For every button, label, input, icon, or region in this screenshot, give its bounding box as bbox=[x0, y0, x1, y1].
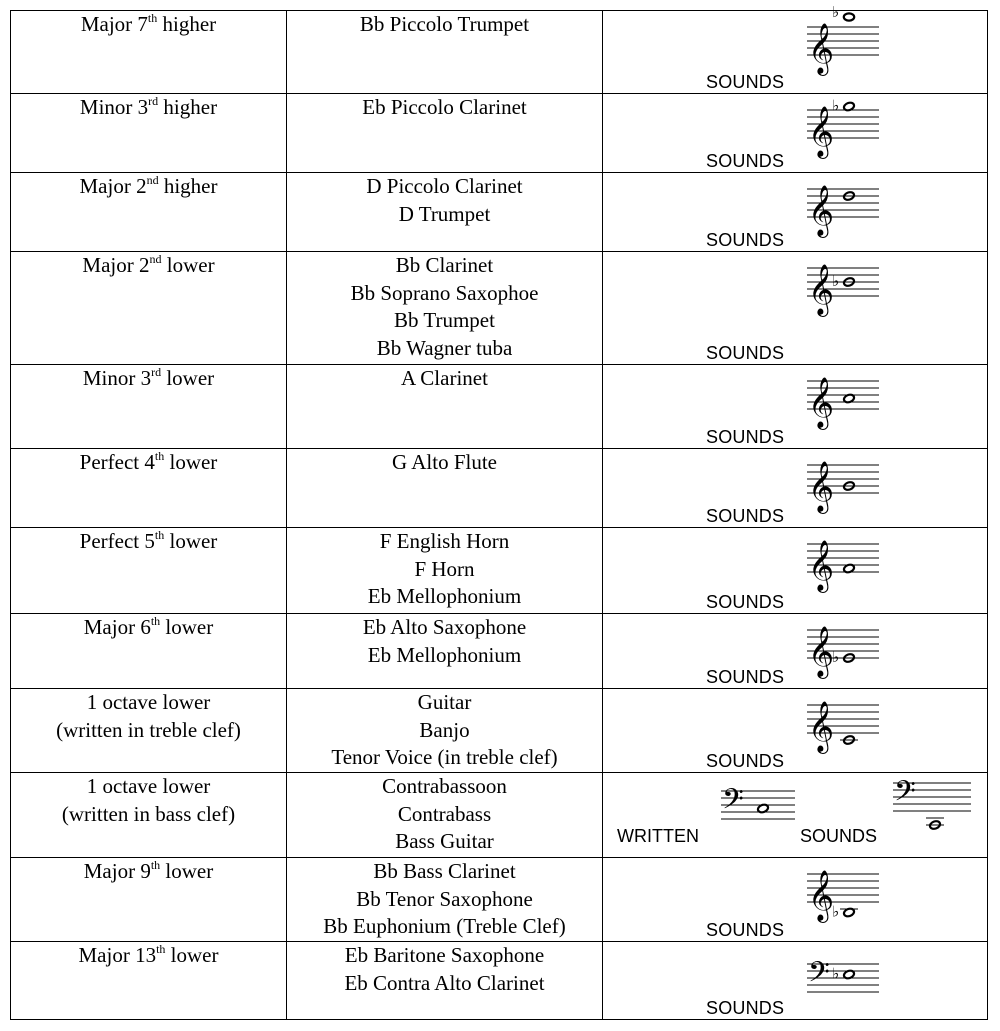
interval-cell bbox=[11, 528, 287, 614]
instrument-name: Eb Mellophonium bbox=[367, 584, 522, 608]
interval-direction: lower bbox=[165, 859, 214, 883]
interval-label bbox=[11, 94, 286, 122]
interval-direction: lower bbox=[169, 529, 218, 553]
instrument-name: Bb Soprano Saxophoe bbox=[350, 280, 539, 305]
sounds-staff bbox=[807, 864, 907, 934]
interval-label bbox=[11, 365, 286, 393]
sounds-label: SOUNDS bbox=[706, 427, 785, 447]
sounds-label: SOUNDS bbox=[800, 826, 878, 846]
treble-clef-icon: 𝄞 bbox=[808, 701, 835, 752]
interval-label bbox=[11, 528, 286, 556]
table-row bbox=[11, 528, 988, 614]
instruments-cell bbox=[287, 11, 603, 94]
interval-number: Perfect 5 bbox=[79, 529, 155, 553]
interval-label bbox=[11, 449, 286, 477]
instrument-name: Bb Bass Clarinet bbox=[373, 859, 516, 883]
interval-number: Major 9 bbox=[83, 859, 151, 883]
treble-clef-icon: 𝄞 bbox=[808, 185, 835, 236]
instruments-cell bbox=[287, 528, 603, 614]
notation-cell bbox=[603, 614, 988, 689]
treble-clef-icon: 𝄞 bbox=[808, 377, 835, 428]
instruments-cell bbox=[287, 365, 603, 449]
notation-cell bbox=[603, 3, 988, 94]
instrument-name: Contrabassoon bbox=[382, 774, 507, 798]
interval-cell bbox=[11, 689, 287, 773]
sounds-label: SOUNDS bbox=[706, 920, 785, 940]
interval-cell bbox=[11, 773, 287, 858]
sounds-staff bbox=[893, 773, 983, 843]
transposition-table bbox=[10, 3, 988, 1020]
sounds-label: SOUNDS bbox=[706, 592, 785, 612]
table-row bbox=[11, 365, 988, 449]
interval-cell bbox=[11, 365, 287, 449]
interval-direction: lower bbox=[165, 615, 214, 639]
interval-direction: higher bbox=[163, 174, 218, 198]
notation-cell bbox=[603, 773, 988, 858]
interval-ordinal: th bbox=[150, 858, 161, 872]
instruments-cell bbox=[287, 858, 603, 942]
instrument-name: Banjo bbox=[419, 717, 470, 742]
flat-icon: ♭ bbox=[832, 648, 840, 666]
instruments-cell bbox=[287, 773, 603, 858]
bass-clef-icon: 𝄢 bbox=[722, 783, 744, 823]
treble-clef-icon: 𝄞 bbox=[808, 540, 835, 591]
table-row bbox=[11, 858, 988, 942]
instrument-name: D Trumpet bbox=[398, 201, 491, 226]
interval-direction: lower bbox=[166, 366, 215, 390]
interval-cell bbox=[11, 11, 287, 94]
interval-direction: higher bbox=[162, 12, 217, 36]
treble-clef-icon: 𝄞 bbox=[808, 461, 835, 512]
interval-label bbox=[11, 614, 286, 642]
instruments-cell bbox=[287, 94, 603, 173]
interval-number: Minor 3 bbox=[82, 366, 152, 390]
interval-ordinal: rd bbox=[151, 365, 162, 379]
instruments-cell bbox=[287, 173, 603, 252]
interval-label bbox=[11, 689, 286, 717]
interval-direction: higher bbox=[163, 95, 218, 119]
flat-icon: ♭ bbox=[832, 272, 840, 290]
instrument-name: Bb Piccolo Trumpet bbox=[359, 12, 530, 36]
written-label: WRITTEN bbox=[617, 826, 699, 846]
interval-cell bbox=[11, 614, 287, 689]
interval-ordinal: th bbox=[154, 528, 165, 542]
interval-number: Major 13 bbox=[78, 943, 157, 967]
bass-clef-icon: 𝄢 bbox=[894, 775, 916, 815]
flat-icon: ♭ bbox=[832, 3, 840, 21]
instrument-name: Eb Alto Saxophone bbox=[362, 615, 527, 639]
instrument-name: F Horn bbox=[414, 556, 475, 581]
sounds-staff bbox=[807, 455, 907, 525]
instruments-cell bbox=[287, 449, 603, 528]
instruments-cell bbox=[287, 252, 603, 365]
flat-icon: ♭ bbox=[832, 902, 840, 921]
interval-ordinal: th bbox=[150, 614, 161, 628]
interval-ordinal: th bbox=[147, 11, 158, 25]
instrument-name: Bb Trumpet bbox=[394, 308, 495, 332]
notation-cell bbox=[603, 858, 988, 942]
interval-number: 1 octave lower bbox=[86, 690, 211, 714]
table-row bbox=[11, 252, 988, 365]
table-row bbox=[11, 94, 988, 173]
interval-label bbox=[11, 858, 286, 886]
interval-label bbox=[11, 11, 286, 39]
sounds-staff bbox=[807, 954, 907, 1024]
interval-label bbox=[11, 252, 286, 280]
notation-cell bbox=[603, 252, 988, 365]
instrument-name: Eb Contra Alto Clarinet bbox=[344, 970, 545, 995]
interval-cell bbox=[11, 173, 287, 252]
instrument-name: Eb Piccolo Clarinet bbox=[362, 95, 527, 119]
interval-number: 1 octave lower bbox=[86, 774, 211, 798]
interval-label bbox=[11, 773, 286, 801]
treble-clef-icon: 𝄞 bbox=[808, 626, 835, 677]
sounds-staff bbox=[807, 695, 907, 765]
instrument-name: Guitar bbox=[417, 690, 472, 714]
table-row bbox=[11, 773, 988, 858]
instrument-name: Eb Mellophonium bbox=[367, 642, 522, 667]
sounds-label: SOUNDS bbox=[706, 230, 785, 250]
sounds-label: SOUNDS bbox=[706, 151, 785, 171]
notation-cell bbox=[603, 173, 988, 252]
interval-label bbox=[11, 942, 286, 970]
interval-number: Perfect 4 bbox=[79, 450, 155, 474]
notation-cell bbox=[603, 689, 988, 773]
sounds-staff bbox=[807, 534, 907, 604]
sounds-label: SOUNDS bbox=[706, 343, 785, 363]
interval-cell bbox=[11, 94, 287, 173]
instrument-name: Bb Tenor Saxophone bbox=[356, 886, 533, 911]
instruments-cell bbox=[287, 942, 603, 1020]
table-row bbox=[11, 689, 988, 773]
interval-cell bbox=[11, 449, 287, 528]
treble-clef-icon: 𝄞 bbox=[808, 23, 835, 74]
interval-ordinal: rd bbox=[148, 94, 159, 108]
sounds-staff bbox=[807, 3, 907, 87]
transposition-table-body bbox=[11, 3, 988, 1020]
interval-label bbox=[11, 173, 286, 201]
interval-ordinal: th bbox=[156, 942, 166, 956]
interval-direction: lower bbox=[170, 943, 219, 967]
treble-clef-icon: 𝄞 bbox=[808, 106, 835, 157]
table-row bbox=[11, 11, 988, 94]
treble-clef-icon: 𝄞 bbox=[808, 870, 835, 921]
instrument-name: Bb Wagner tuba bbox=[376, 335, 513, 360]
table-row bbox=[11, 614, 988, 689]
interval-ordinal: nd bbox=[146, 173, 159, 187]
interval-cell bbox=[11, 858, 287, 942]
instrument-name: Bb Clarinet bbox=[395, 253, 494, 277]
interval-number: Major 2 bbox=[79, 174, 147, 198]
table-row bbox=[11, 942, 988, 1020]
interval-number: Major 7 bbox=[80, 12, 148, 36]
clef-note: (written in treble clef) bbox=[56, 717, 241, 742]
written-staff bbox=[721, 781, 811, 841]
table-row bbox=[11, 173, 988, 252]
notation-cell bbox=[603, 528, 988, 614]
interval-ordinal: th bbox=[154, 449, 165, 463]
interval-number: Major 2 bbox=[82, 253, 150, 277]
sounds-staff bbox=[807, 179, 907, 249]
sounds-label: SOUNDS bbox=[706, 998, 785, 1018]
instrument-name: F English Horn bbox=[379, 529, 510, 553]
sounds-staff bbox=[807, 96, 907, 170]
bass-clef-icon: 𝄢 bbox=[808, 956, 830, 996]
interval-cell bbox=[11, 252, 287, 365]
instrument-name: Eb Baritone Saxophone bbox=[344, 943, 545, 967]
interval-number: Minor 3 bbox=[79, 95, 149, 119]
flat-icon: ♭ bbox=[832, 964, 840, 983]
table-row bbox=[11, 449, 988, 528]
notation-cell bbox=[603, 449, 988, 528]
sounds-label: SOUNDS bbox=[706, 506, 785, 526]
instrument-name: Bb Euphonium (Treble Clef) bbox=[323, 914, 566, 938]
interval-cell bbox=[11, 942, 287, 1020]
interval-number: Major 6 bbox=[83, 615, 151, 639]
instruments-cell bbox=[287, 689, 603, 773]
flat-icon: ♭ bbox=[832, 96, 840, 115]
sounds-staff bbox=[807, 371, 907, 441]
notation-cell bbox=[603, 365, 988, 449]
notation-cell bbox=[603, 942, 988, 1020]
interval-ordinal: nd bbox=[149, 252, 162, 266]
treble-clef-icon: 𝄞 bbox=[808, 264, 835, 315]
instrument-name: Contrabass bbox=[397, 801, 492, 826]
notation-cell bbox=[603, 94, 988, 173]
sounds-label: SOUNDS bbox=[706, 667, 785, 687]
sounds-label: SOUNDS bbox=[706, 751, 785, 771]
instrument-name: Bass Guitar bbox=[395, 829, 494, 853]
interval-direction: lower bbox=[169, 450, 218, 474]
instrument-name: A Clarinet bbox=[401, 366, 488, 390]
clef-note: (written in bass clef) bbox=[61, 801, 236, 826]
whole-note bbox=[844, 13, 854, 20]
sounds-label: SOUNDS bbox=[706, 72, 785, 92]
instrument-name: G Alto Flute bbox=[391, 450, 497, 474]
instruments-cell bbox=[287, 614, 603, 689]
instrument-name: Tenor Voice (in treble clef) bbox=[331, 745, 558, 769]
sounds-staff bbox=[807, 620, 907, 690]
interval-direction: lower bbox=[166, 253, 215, 277]
instrument-name: D Piccolo Clarinet bbox=[366, 174, 523, 198]
sounds-staff bbox=[807, 258, 907, 328]
